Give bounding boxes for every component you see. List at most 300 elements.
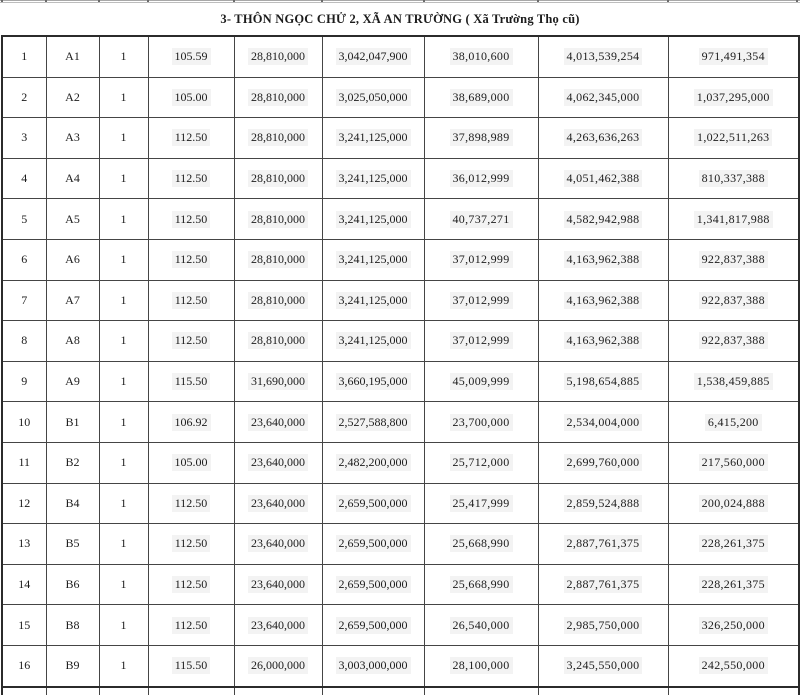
cell-value: 31,690,000: [248, 373, 308, 390]
cell-diff: [668, 361, 799, 402]
cell-value: 23,640,000: [248, 576, 308, 593]
cell-value: 1: [120, 130, 127, 145]
cell-value: 112.50: [172, 211, 211, 228]
cell-value: 4,163,962,388: [564, 251, 643, 268]
cell-no: [2, 77, 46, 118]
cell-code: [46, 158, 99, 199]
cell-value: 3: [21, 130, 28, 145]
cell-value: A3: [65, 130, 80, 145]
cell-value: 1: [120, 333, 127, 348]
cell-value: 1,538,459,885: [694, 373, 773, 390]
cell-no: [2, 321, 46, 362]
cell-qty: [99, 483, 148, 524]
cell-value: 37,012,999: [450, 292, 513, 309]
cell-total1: [322, 36, 424, 77]
table-row: [2, 605, 799, 646]
table-row: [2, 321, 799, 362]
cell-diff: [668, 280, 799, 321]
cell-area: [148, 402, 234, 443]
cell-value: 5: [21, 211, 28, 226]
cell-diff: [668, 158, 799, 199]
cell-price1: [234, 118, 322, 159]
cell-diff: [668, 77, 799, 118]
cell-code: [46, 118, 99, 159]
cell-value: 2,659,500,000: [336, 617, 411, 634]
cell-no: [2, 483, 46, 524]
cell-value: 105.00: [172, 89, 211, 106]
cell-value: 922,837,388: [699, 251, 768, 268]
cell-value: 4,013,539,254: [564, 48, 643, 65]
section-title: 3- THÔN NGỌC CHỬ 2, XÃ AN TRƯỜNG ( Xã Trường Thọ cũ): [0, 2, 800, 36]
cell-total2: [538, 361, 668, 402]
cell-no: [2, 605, 46, 646]
cell-value: A5: [65, 211, 80, 226]
cell-value: 28,810,000: [248, 48, 308, 65]
cell-diff: [668, 605, 799, 646]
cell-value: B8: [65, 617, 80, 632]
cell-total2: [538, 280, 668, 321]
cell-price2: [424, 402, 538, 443]
cell-total1: [322, 158, 424, 199]
cell-value: 3,003,000,000: [336, 657, 411, 674]
cell-total1: [322, 280, 424, 321]
cell-no: [2, 158, 46, 199]
cell-value: 38,010,600: [450, 48, 513, 65]
cell-value: 105.59: [172, 48, 211, 65]
cell-value: 38,689,000: [450, 89, 513, 106]
cell-diff: [668, 524, 799, 565]
cell-value: A2: [65, 89, 80, 104]
cell-no: [2, 564, 46, 605]
cell-total2: [538, 321, 668, 362]
table-row-partial: [2, 687, 799, 695]
cell-value: A1: [65, 49, 80, 64]
table-row: [2, 483, 799, 524]
cell-no: [2, 36, 46, 77]
cell-empty: [99, 687, 148, 695]
cell-value: 3,241,125,000: [336, 170, 411, 187]
cell-price2: [424, 564, 538, 605]
table-row: [2, 280, 799, 321]
cell-price2: [424, 77, 538, 118]
cell-value: 37,012,999: [450, 251, 513, 268]
cell-price1: [234, 36, 322, 77]
cell-value: 1,341,817,988: [694, 211, 773, 228]
cell-value: 4,163,962,388: [564, 292, 643, 309]
cell-value: 115.50: [172, 373, 211, 390]
cell-no: [2, 361, 46, 402]
cell-value: 112.50: [172, 332, 211, 349]
cell-value: 2,659,500,000: [336, 495, 411, 512]
cell-code: [46, 199, 99, 240]
cell-value: 112.50: [172, 129, 211, 146]
cell-area: [148, 239, 234, 280]
cell-value: B5: [65, 536, 80, 551]
cell-value: 28,810,000: [248, 129, 308, 146]
cell-diff: [668, 199, 799, 240]
cell-area: [148, 118, 234, 159]
cell-value: 112.50: [172, 495, 211, 512]
cell-no: [2, 199, 46, 240]
cell-value: 3,241,125,000: [336, 332, 411, 349]
cell-value: 1: [120, 49, 127, 64]
cell-diff: [668, 645, 799, 686]
cell-value: B4: [65, 495, 80, 510]
crop-horizontal-line: [0, 0, 800, 1]
cell-empty: [322, 687, 424, 695]
cell-price1: [234, 645, 322, 686]
cell-total1: [322, 361, 424, 402]
cell-empty: [46, 687, 99, 695]
cell-value: 3,241,125,000: [336, 251, 411, 268]
cell-price1: [234, 280, 322, 321]
cell-area: [148, 36, 234, 77]
cell-no: [2, 645, 46, 686]
cell-empty: [424, 687, 538, 695]
cell-code: [46, 77, 99, 118]
cell-total1: [322, 77, 424, 118]
cell-value: 2,534,004,000: [564, 414, 643, 431]
cell-price2: [424, 280, 538, 321]
cell-value: 1,022,511,263: [694, 129, 772, 146]
cell-value: 2,859,524,888: [564, 495, 643, 512]
cell-diff: [668, 36, 799, 77]
cell-value: 26,000,000: [248, 657, 308, 674]
cell-qty: [99, 442, 148, 483]
cell-value: 23,640,000: [248, 454, 308, 471]
cell-total2: [538, 564, 668, 605]
cell-value: 112.50: [172, 617, 211, 634]
cell-no: [2, 118, 46, 159]
cell-code: [46, 645, 99, 686]
cell-value: 23,640,000: [248, 617, 308, 634]
cell-value: 326,250,000: [699, 617, 768, 634]
cell-value: 3,025,050,000: [336, 89, 411, 106]
cell-diff: [668, 402, 799, 443]
cell-price1: [234, 564, 322, 605]
cell-value: 28,810,000: [248, 170, 308, 187]
cell-price2: [424, 118, 538, 159]
cell-value: 1: [120, 536, 127, 551]
cell-value: 28,810,000: [248, 292, 308, 309]
cell-qty: [99, 605, 148, 646]
table-row: [2, 118, 799, 159]
cell-total2: [538, 483, 668, 524]
cell-total2: [538, 118, 668, 159]
cell-value: 12: [18, 495, 31, 510]
cell-code: [46, 564, 99, 605]
cell-value: 105.00: [172, 454, 211, 471]
cell-qty: [99, 239, 148, 280]
cell-code: [46, 442, 99, 483]
cell-price2: [424, 483, 538, 524]
cell-area: [148, 524, 234, 565]
table-row: [2, 442, 799, 483]
cell-qty: [99, 321, 148, 362]
cell-value: 1: [120, 414, 127, 429]
cell-value: 28,810,000: [248, 211, 308, 228]
cell-price2: [424, 158, 538, 199]
cell-total1: [322, 442, 424, 483]
cell-price1: [234, 199, 322, 240]
cell-value: 2,699,760,000: [564, 454, 643, 471]
cell-no: [2, 239, 46, 280]
cell-total2: [538, 199, 668, 240]
cell-qty: [99, 118, 148, 159]
cell-price2: [424, 524, 538, 565]
cell-value: 5,198,654,885: [564, 373, 643, 390]
cell-total2: [538, 36, 668, 77]
cell-total2: [538, 645, 668, 686]
cell-value: 36,012,999: [450, 170, 513, 187]
cell-value: 4,263,636,263: [564, 129, 643, 146]
cell-price1: [234, 239, 322, 280]
cell-empty: [538, 687, 668, 695]
cell-price1: [234, 77, 322, 118]
cell-value: 28,810,000: [248, 251, 308, 268]
cell-value: 28,810,000: [248, 89, 308, 106]
cell-value: A6: [65, 252, 80, 267]
cell-total2: [538, 524, 668, 565]
cell-total1: [322, 483, 424, 524]
cell-total2: [538, 77, 668, 118]
table-row: [2, 199, 799, 240]
cell-empty: [148, 687, 234, 695]
cell-diff: [668, 442, 799, 483]
cell-qty: [99, 645, 148, 686]
cell-code: [46, 36, 99, 77]
cell-total1: [322, 564, 424, 605]
cell-code: [46, 402, 99, 443]
cell-price1: [234, 483, 322, 524]
cell-value: 3,241,125,000: [336, 211, 411, 228]
cell-total1: [322, 645, 424, 686]
cell-value: 4,163,962,388: [564, 332, 643, 349]
cell-diff: [668, 118, 799, 159]
cell-price2: [424, 36, 538, 77]
cell-price2: [424, 199, 538, 240]
cell-value: B9: [65, 658, 80, 673]
cell-value: 922,837,388: [699, 332, 768, 349]
table-body: [2, 36, 799, 695]
cell-value: 4,582,942,988: [564, 211, 643, 228]
cell-total1: [322, 402, 424, 443]
cell-value: 1: [120, 577, 127, 592]
cell-value: 6: [21, 252, 28, 267]
cell-value: 2: [21, 89, 28, 104]
cell-value: 1: [21, 49, 28, 64]
cell-value: 1,037,295,000: [694, 89, 773, 106]
cell-value: 112.50: [172, 251, 211, 268]
table-row: [2, 361, 799, 402]
cell-qty: [99, 524, 148, 565]
cell-value: 217,560,000: [699, 454, 768, 471]
cell-value: 810,337,388: [699, 170, 768, 187]
cell-value: 1: [120, 292, 127, 307]
cell-value: 3,660,195,000: [336, 373, 411, 390]
cell-value: 2,482,200,000: [336, 454, 411, 471]
cell-price1: [234, 321, 322, 362]
cell-diff: [668, 564, 799, 605]
cell-value: 9: [21, 374, 28, 389]
cell-value: 37,898,989: [450, 129, 513, 146]
cell-price2: [424, 321, 538, 362]
cell-total2: [538, 239, 668, 280]
cell-price2: [424, 605, 538, 646]
cell-price1: [234, 402, 322, 443]
cell-value: 106.92: [172, 414, 211, 431]
cell-code: [46, 483, 99, 524]
cell-code: [46, 605, 99, 646]
cell-no: [2, 402, 46, 443]
cell-no: [2, 524, 46, 565]
cell-value: 228,261,375: [699, 535, 768, 552]
cell-value: 6,415,200: [705, 414, 762, 431]
cell-value: 26,540,000: [450, 617, 513, 634]
cell-diff: [668, 239, 799, 280]
cell-empty: [234, 687, 322, 695]
cell-qty: [99, 564, 148, 605]
cell-diff: [668, 321, 799, 362]
cell-area: [148, 321, 234, 362]
cell-value: 1: [120, 455, 127, 470]
cell-value: 200,024,888: [699, 495, 768, 512]
cell-value: 25,668,990: [450, 576, 513, 593]
cell-total2: [538, 442, 668, 483]
cell-empty: [668, 687, 799, 695]
cell-area: [148, 605, 234, 646]
cell-total1: [322, 239, 424, 280]
table-row: [2, 524, 799, 565]
cell-total1: [322, 605, 424, 646]
cell-value: 1: [120, 89, 127, 104]
cell-value: 1: [120, 658, 127, 673]
cell-value: 25,417,999: [450, 495, 513, 512]
cell-total2: [538, 402, 668, 443]
cell-price1: [234, 158, 322, 199]
cell-value: 115.50: [172, 657, 211, 674]
cell-value: 1: [120, 211, 127, 226]
table-row: [2, 645, 799, 686]
cell-area: [148, 77, 234, 118]
cell-value: 971,491,354: [699, 48, 768, 65]
cell-value: 40,737,271: [450, 211, 513, 228]
cell-value: 4: [21, 171, 28, 186]
cell-total1: [322, 118, 424, 159]
cell-value: 2,527,588,800: [336, 414, 411, 431]
cell-value: 28,810,000: [248, 332, 308, 349]
cell-value: 228,261,375: [699, 576, 768, 593]
cell-area: [148, 564, 234, 605]
cell-value: A4: [65, 171, 80, 186]
cell-value: 3,241,125,000: [336, 129, 411, 146]
cell-value: 922,837,388: [699, 292, 768, 309]
cell-value: 242,550,000: [699, 657, 768, 674]
cell-value: 11: [18, 455, 31, 470]
cell-qty: [99, 402, 148, 443]
cell-value: 1: [120, 171, 127, 186]
cell-value: 37,012,999: [450, 332, 513, 349]
cell-value: 1: [120, 374, 127, 389]
cell-value: 2,659,500,000: [336, 576, 411, 593]
cell-value: 3,042,047,900: [336, 48, 411, 65]
cell-value: 28,100,000: [450, 657, 513, 674]
cell-value: 15: [18, 617, 31, 632]
cell-value: 23,640,000: [248, 535, 308, 552]
cell-value: 23,640,000: [248, 495, 308, 512]
cell-qty: [99, 36, 148, 77]
cell-price1: [234, 605, 322, 646]
cell-value: 7: [21, 292, 28, 307]
cell-price1: [234, 524, 322, 565]
cell-value: A8: [65, 333, 80, 348]
cell-code: [46, 361, 99, 402]
cell-value: 1: [120, 617, 127, 632]
cell-value: B2: [65, 455, 80, 470]
table-row: [2, 77, 799, 118]
cell-value: 25,712,000: [450, 454, 513, 471]
table-row: [2, 239, 799, 280]
cell-area: [148, 361, 234, 402]
cell-code: [46, 524, 99, 565]
cell-empty: [2, 687, 46, 695]
cell-price2: [424, 361, 538, 402]
cell-no: [2, 442, 46, 483]
cell-area: [148, 483, 234, 524]
cell-value: 14: [18, 577, 31, 592]
cell-value: B6: [65, 577, 80, 592]
cell-value: 23,700,000: [450, 414, 513, 431]
table-row: [2, 402, 799, 443]
cell-price2: [424, 442, 538, 483]
cell-qty: [99, 158, 148, 199]
cell-price1: [234, 442, 322, 483]
cell-value: A9: [65, 374, 80, 389]
cell-total1: [322, 321, 424, 362]
cell-value: 112.50: [172, 292, 211, 309]
cell-price2: [424, 645, 538, 686]
cell-qty: [99, 361, 148, 402]
cell-value: 25,668,990: [450, 535, 513, 552]
cell-area: [148, 199, 234, 240]
cell-value: 2,887,761,375: [564, 576, 643, 593]
cell-value: 10: [18, 414, 31, 429]
cell-value: 4,062,345,000: [564, 89, 643, 106]
cell-area: [148, 442, 234, 483]
table-row: [2, 36, 799, 77]
cell-price2: [424, 239, 538, 280]
land-price-table: [1, 35, 800, 695]
cell-value: A7: [65, 292, 80, 307]
cell-no: [2, 280, 46, 321]
cell-value: 1: [120, 495, 127, 510]
table-row: [2, 564, 799, 605]
cell-area: [148, 645, 234, 686]
cell-value: 2,985,750,000: [564, 617, 643, 634]
cell-qty: [99, 280, 148, 321]
cell-diff: [668, 483, 799, 524]
cell-value: 112.50: [172, 170, 211, 187]
cell-total2: [538, 605, 668, 646]
cell-value: B1: [65, 414, 80, 429]
cell-value: 3,245,550,000: [564, 657, 643, 674]
cell-total1: [322, 524, 424, 565]
cell-qty: [99, 77, 148, 118]
cell-code: [46, 280, 99, 321]
cell-value: 45,009,999: [450, 373, 513, 390]
cell-total1: [322, 199, 424, 240]
cell-value: 8: [21, 333, 28, 348]
